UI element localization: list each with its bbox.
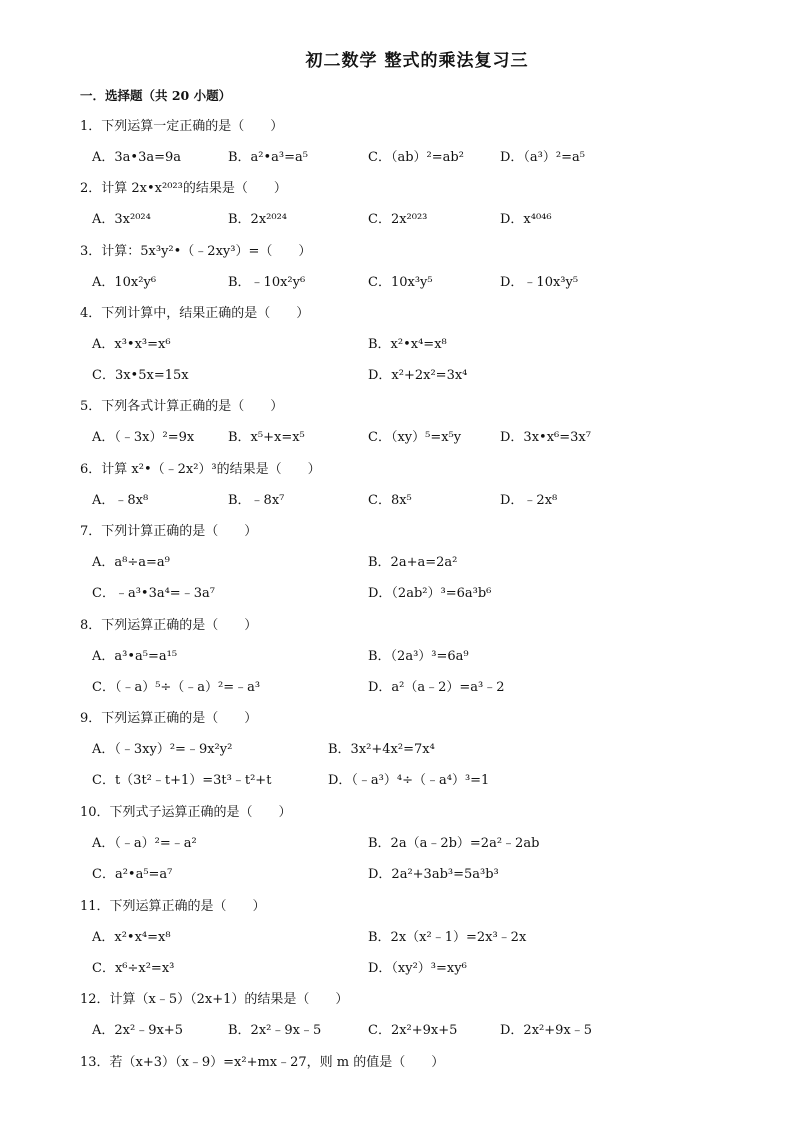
- option-b: B．2a（a﹣2b）=2a²﹣2ab: [368, 836, 540, 851]
- option-a: A．3x²⁰²⁴: [92, 212, 151, 227]
- option-a: A．10x²y⁶: [92, 275, 157, 290]
- question-11: [80, 896, 720, 980]
- option-d: D．﹣2x⁸: [500, 493, 558, 508]
- option-c: C．（﹣a）⁵÷（﹣a）²=﹣a³: [92, 680, 261, 695]
- question-4: [80, 303, 720, 387]
- option-d: D．（a³）²=a⁵: [500, 150, 585, 165]
- option-c: C．t（3t²﹣t+1）=3t³﹣t²+t: [92, 773, 272, 788]
- options-row: [80, 949, 720, 980]
- question-stem: 11．下列运算正确的是（ ）: [80, 899, 266, 914]
- option-d: D．2a²+3ab³=5a³b³: [368, 867, 499, 882]
- question-8: [80, 615, 720, 699]
- question-stem: 2．计算 2x•x²⁰²³的结果是（ ）: [80, 181, 287, 196]
- options-row: [80, 543, 720, 574]
- options-row: [80, 418, 720, 449]
- option-b: B．2x（x²﹣1）=2x³﹣2x: [368, 930, 527, 945]
- option-b: B．2x²⁰²⁴: [228, 212, 288, 227]
- option-a: A．a³•a⁵=a¹⁵: [92, 649, 178, 664]
- option-d: D．﹣10x³y⁵: [500, 275, 579, 290]
- option-d: D．a²（a﹣2）=a³﹣2: [368, 680, 505, 695]
- question-stem: 13．若（x+3）（x﹣9）=x²+mx﹣27，则 m 的值是（ ）: [80, 1055, 445, 1070]
- question-9: [80, 708, 720, 792]
- option-a: A．x³•x³=x⁶: [92, 337, 171, 352]
- question-stem: 12．计算（x﹣5）（2x+1）的结果是（ ）: [80, 992, 349, 1007]
- option-d: D．x⁴⁰⁴⁶: [500, 212, 552, 227]
- option-d: D．（xy²）³=xy⁶: [368, 961, 467, 976]
- option-d: D．x²+2x²=3x⁴: [368, 368, 468, 383]
- question-3: [80, 241, 720, 294]
- page-title: 初二数学 整式的乘法复习三: [305, 51, 529, 71]
- question-stem: 9．下列运算正确的是（ ）: [80, 711, 258, 726]
- question-stem: 6．计算 x²•（﹣2x²）³的结果是（ ）: [80, 462, 321, 477]
- question-stem: 5．下列各式计算正确的是（ ）: [80, 399, 284, 414]
- question-stem: 8．下列运算正确的是（ ）: [80, 618, 258, 633]
- option-c: C．（ab）²=ab²: [368, 150, 464, 165]
- option-c: C．﹣a³•3a⁴=﹣3a⁷: [92, 586, 215, 601]
- question-12: [80, 989, 720, 1042]
- question-stem: 7．下列计算正确的是（ ）: [80, 524, 258, 539]
- option-c: C．8x⁵: [368, 493, 412, 508]
- option-c: C．（xy）⁵=x⁵y: [368, 430, 462, 445]
- option-a: A．a⁸÷a=a⁹: [92, 555, 170, 570]
- option-a: A．（﹣3x）²=9x: [92, 430, 195, 445]
- section-heading: 一．选择题（共 20 小题）: [80, 88, 232, 103]
- option-d: D．（﹣a³）⁴÷（﹣a⁴）³=1: [328, 773, 490, 788]
- question-13: [80, 1052, 720, 1074]
- option-c: C．2x²+9x+5: [368, 1023, 458, 1038]
- question-10: [80, 802, 720, 886]
- option-b: B．x⁵+x=x⁵: [228, 430, 305, 445]
- options-row: [80, 668, 720, 699]
- option-b: B．﹣8x⁷: [228, 493, 285, 508]
- question-7: [80, 521, 720, 605]
- options-row: [80, 138, 720, 169]
- options-row: [80, 200, 720, 231]
- question-stem: 4．下列计算中，结果正确的是（ ）: [80, 306, 310, 321]
- options-row: [80, 855, 720, 886]
- option-a: A．（﹣a）²=﹣a²: [92, 836, 197, 851]
- option-d: D．3x•x⁶=3x⁷: [500, 430, 591, 445]
- option-a: A．﹣8x⁸: [92, 493, 149, 508]
- option-a: A．（﹣3xy）²=﹣9x²y²: [92, 742, 233, 757]
- options-row: [80, 730, 720, 761]
- options-row: [80, 574, 720, 605]
- options-row: [80, 824, 720, 855]
- options-row: [80, 356, 720, 387]
- option-d: D．2x²+9x﹣5: [500, 1023, 593, 1038]
- option-b: B．x²•x⁴=x⁸: [368, 337, 447, 352]
- option-b: B．﹣10x²y⁶: [228, 275, 306, 290]
- question-stem: 3．计算：5x³y²•（﹣2xy³）=（ ）: [80, 244, 312, 259]
- option-a: A．2x²﹣9x+5: [92, 1023, 183, 1038]
- options-row: [80, 263, 720, 294]
- option-c: C．a²•a⁵=a⁷: [92, 867, 173, 882]
- option-b: B．2a+a=2a²: [368, 555, 458, 570]
- options-row: [80, 918, 720, 949]
- question-stem: 10．下列式子运算正确的是（ ）: [80, 805, 292, 820]
- options-row: [80, 637, 720, 668]
- question-6: [80, 459, 720, 512]
- option-b: B．3x²+4x²=7x⁴: [328, 742, 435, 757]
- option-a: A．3a•3a=9a: [92, 150, 182, 165]
- question-stem: 1．下列运算一定正确的是（ ）: [80, 119, 284, 134]
- option-c: C．10x³y⁵: [368, 275, 433, 290]
- options-row: [80, 481, 720, 512]
- option-d: D．（2ab²）³=6a³b⁶: [368, 586, 492, 601]
- option-c: C．3x•5x=15x: [92, 368, 189, 383]
- option-c: C．2x²⁰²³: [368, 212, 428, 227]
- question-5: [80, 396, 720, 449]
- option-b: B．（2a³）³=6a⁹: [368, 649, 469, 664]
- option-b: B．a²•a³=a⁵: [228, 150, 308, 165]
- options-row: [80, 325, 720, 356]
- options-row: [80, 761, 720, 792]
- option-c: C．x⁶÷x²=x³: [92, 961, 175, 976]
- option-a: A．x²•x⁴=x⁸: [92, 930, 171, 945]
- question-1: [80, 116, 720, 169]
- option-b: B．2x²﹣9x﹣5: [228, 1023, 322, 1038]
- question-2: [80, 178, 720, 231]
- options-row: [80, 1011, 720, 1042]
